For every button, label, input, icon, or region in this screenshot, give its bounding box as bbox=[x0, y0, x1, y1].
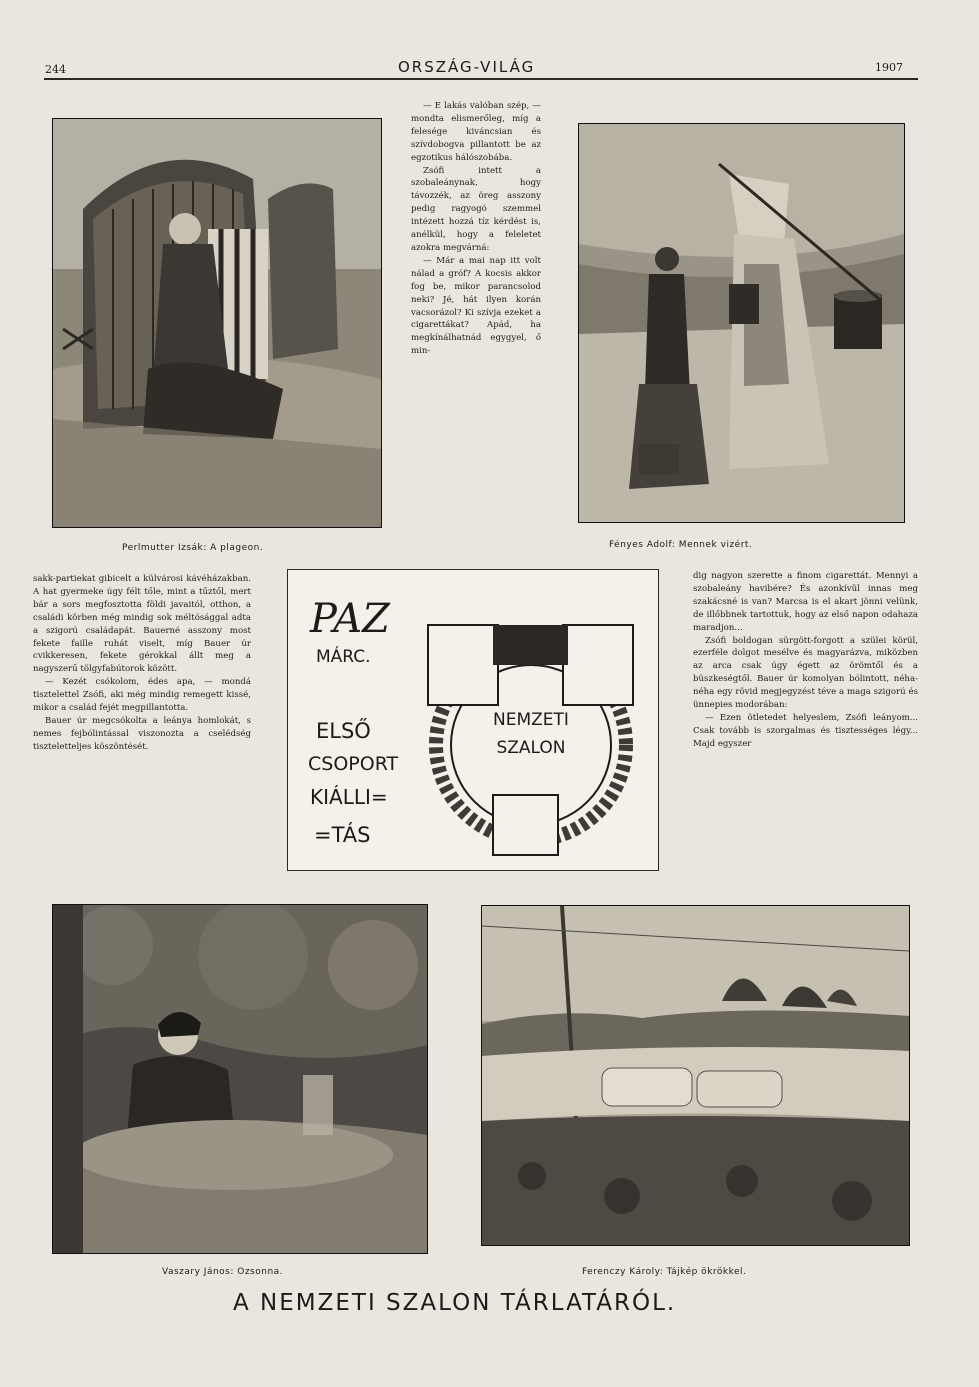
poster-emblem-line2: SZALON bbox=[496, 738, 566, 758]
paragraph: — Ezen ötletedet helyeslem, Zsófi leányom... Csak tovább is szorgalmas és tisztességes légy... Majd egyszer bbox=[693, 712, 918, 749]
text-column-middle-top bbox=[411, 100, 541, 358]
year-label: 1907 bbox=[875, 61, 903, 74]
poster-line1: ELSŐ bbox=[316, 719, 371, 743]
poster-line2: CSOPORT bbox=[308, 753, 399, 775]
caption-ferenczy: Ferenczy Károly: Tájkép ökrökkel. bbox=[582, 1267, 747, 1277]
photo-perlmutter-plageon bbox=[52, 118, 382, 528]
caption-perlmutter: Perlmutter Izsák: A plageon. bbox=[122, 543, 264, 553]
poster-line3: KIÁLLI= bbox=[310, 785, 388, 809]
paragraph: Zsófi intett a szobaleánynak, hogy távozzék, az öreg asszony pedig ragyogó szemmel intézett hozzá tíz kérdést is, anélkül, hogy a feleletet azokra megvárná: bbox=[411, 165, 541, 253]
nemzeti-szalon-poster bbox=[287, 569, 659, 871]
poster-ornament: PAZ bbox=[310, 596, 390, 642]
photo-vaszary-ozsonna bbox=[52, 904, 428, 1254]
paragraph: — E lakás valóban szép, — mondta elismerőleg, míg a felesége kiváncsian és szívdobogva pillantott be az egzotikus hálószobába. bbox=[411, 101, 541, 163]
paragraph: Bauer úr megcsókolta a leánya homlokát, s nemes fejbólintással viszonozta a cselédség tiszteletteljes köszöntését. bbox=[33, 715, 251, 752]
header-rule bbox=[44, 78, 918, 80]
caption-vaszary: Vaszary János: Ozsonna. bbox=[162, 1267, 284, 1277]
paragraph: — Már a mai nap itt volt nálad a gróf? A kocsis akkor fog be, mikor parancsolod neki? Jé, hát ilyen korán vacsorázol? Ki szívja ezeket a cigarettákat? Apád, ha megkínálhatnád egygyel, ő min- bbox=[411, 255, 541, 357]
masthead-title: ORSZÁG-VILÁG bbox=[398, 58, 536, 76]
page-bottom-title: A NEMZETI SZALON TÁRLATÁRÓL. bbox=[233, 1290, 677, 1316]
paragraph: sakk-partiekat gibicelt a külvárosi kávéházakban. A hat gyermeke úgy félt tőle, mint a tűztől, mert bár a sors megfosztotta földi javaitól, otthon, a családi körben még mindig sok méltósággal adta a szigorú családapát. Bauerné asszony most fekete faille ruhát viselt, míg Bauer úr cvikkeresen, fekete gérokkal állt meg a nagyszerű tölgyfabútorok között. bbox=[33, 574, 251, 675]
photo-fenyes-mennek-vizert bbox=[578, 123, 905, 523]
caption-fenyes: Fényes Adolf: Mennek vizért. bbox=[609, 540, 753, 550]
poster-line4: =TÁS bbox=[314, 823, 371, 847]
text-column-left bbox=[33, 573, 251, 754]
poster-emblem-line1: NEMZETI bbox=[493, 710, 569, 730]
text-column-right bbox=[693, 570, 918, 751]
paragraph: dig nagyon szerette a finom cigarettát. Mennyi a szobaleány havibére? És azonkívül innas meg szakácsné is van? Marcsa is el akart jönni velünk, de illőbbnek tartottuk, hogy az első napon odahaza maradjon... bbox=[693, 571, 918, 633]
paragraph: — Kezét csókolom, édes apa, — mondá tisztelettel Zsófi, aki még mindig remegett kissé, mikor a család fejét megpillantotta. bbox=[33, 677, 251, 714]
page-number: 244 bbox=[45, 63, 66, 76]
poster-month: MÁRC. bbox=[316, 647, 371, 667]
photo-ferenczy-tajkep bbox=[481, 905, 910, 1246]
paragraph: Zsófi boldogan sürgött-forgott a szülei körül, ezerféle dolgot mesélve és magyarázva, miközben az arca csak úgy égett az örömtől és a büszkeségtől. Bauer úr komolyan bólintott, néha-néha egy rövid megjegyzést téve a maga szigorú és ünnepies modorában: bbox=[693, 635, 918, 711]
